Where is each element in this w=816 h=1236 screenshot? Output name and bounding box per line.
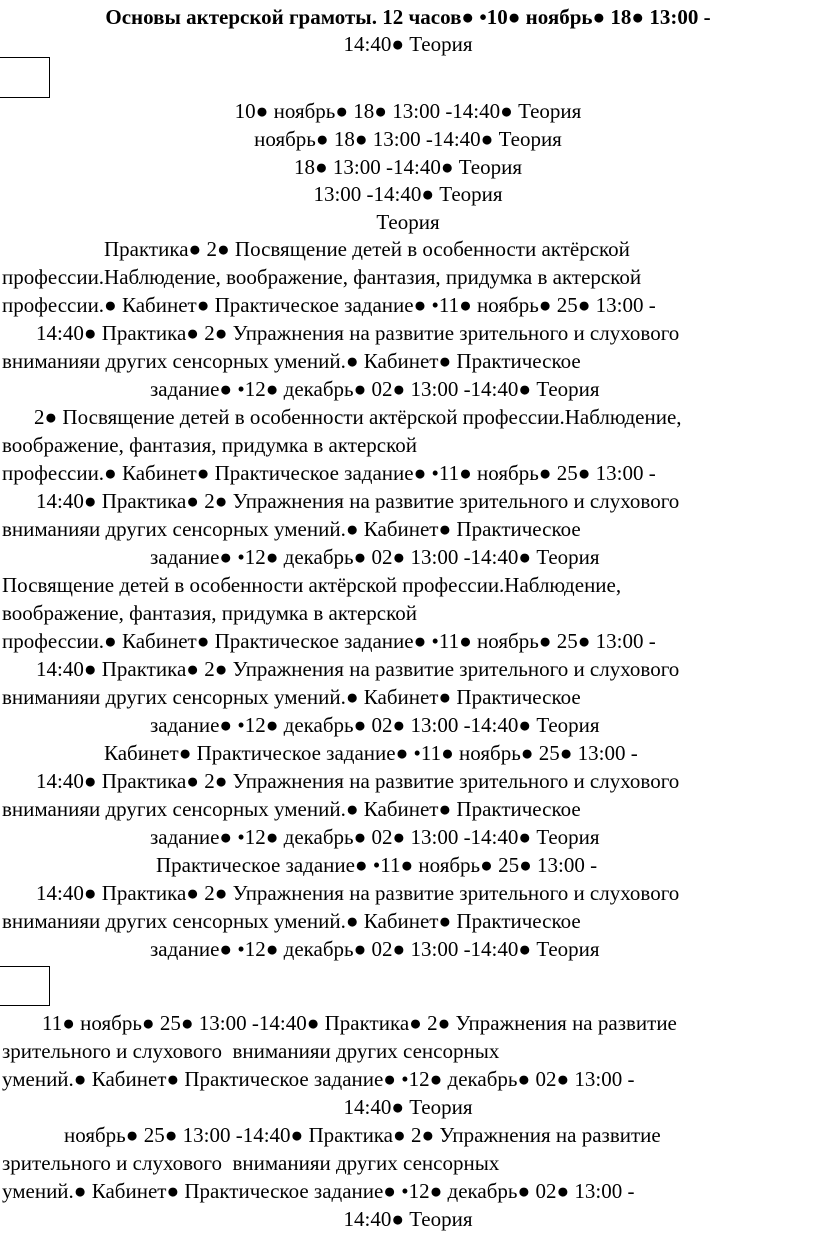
schedule-line: умений.● Кабинет● Практическое задание● •12● декабрь● 02● 13:00 - xyxy=(2,1067,635,1091)
schedule-line: 14:40● Практика● 2● Упражнения на развитие зрительного и слухового xyxy=(36,881,680,905)
schedule-line: 10● ноябрь● 18● 13:00 -14:40● Теория xyxy=(234,99,582,123)
schedule-line: Теория xyxy=(376,210,440,234)
schedule-line: ноябрь● 25● 13:00 -14:40● Практика● 2● Упражнения на развитие xyxy=(64,1123,661,1147)
schedule-line: задание● •12● декабрь● 02● 13:00 -14:40● Теория xyxy=(150,937,600,961)
schedule-line: 14:40● Практика● 2● Упражнения на развитие зрительного и слухового xyxy=(36,489,680,513)
schedule-line: воображение, фантазия, придумка в актерской xyxy=(2,601,417,625)
schedule-line: задание● •12● декабрь● 02● 13:00 -14:40● Теория xyxy=(150,713,600,737)
table-cell-box xyxy=(0,57,50,98)
schedule-line: 14:40● Практика● 2● Упражнения на развитие зрительного и слухового xyxy=(36,321,680,345)
schedule-line: 14:40● Практика● 2● Упражнения на развитие зрительного и слухового xyxy=(36,769,680,793)
schedule-line: 14:40● Практика● 2● Упражнения на развитие зрительного и слухового xyxy=(36,657,680,681)
schedule-line: вниманияи других сенсорных умений.● Кабинет● Практическое xyxy=(2,797,581,821)
schedule-line: 14:40● Теория xyxy=(343,1207,473,1231)
schedule-line: 11● ноябрь● 25● 13:00 -14:40● Практика● 2● Упражнения на развитие xyxy=(42,1011,677,1035)
schedule-line: Практика● 2● Посвящение детей в особенности актёрской xyxy=(104,237,630,261)
schedule-line: 14:40● Теория xyxy=(343,1095,473,1119)
schedule-line: профессии.● Кабинет● Практическое задание● •11● ноябрь● 25● 13:00 - xyxy=(2,461,656,485)
schedule-line: Практическое задание● •11● ноябрь● 25● 13:00 - xyxy=(156,853,598,877)
schedule-line: Кабинет● Практическое задание● •11● ноябрь● 25● 13:00 - xyxy=(104,741,638,765)
schedule-line: профессии.● Кабинет● Практическое задание● •11● ноябрь● 25● 13:00 - xyxy=(2,293,656,317)
schedule-line: вниманияи других сенсорных умений.● Кабинет● Практическое xyxy=(2,685,581,709)
schedule-line: Посвящение детей в особенности актёрской профессии.Наблюдение, xyxy=(2,573,622,597)
schedule-line: вниманияи других сенсорных умений.● Кабинет● Практическое xyxy=(2,909,581,933)
schedule-line: задание● •12● декабрь● 02● 13:00 -14:40● Теория xyxy=(150,545,600,569)
document-title-line-2: 14:40● Теория xyxy=(343,32,473,56)
schedule-line: задание● •12● декабрь● 02● 13:00 -14:40● Теория xyxy=(150,377,600,401)
schedule-line: умений.● Кабинет● Практическое задание● •12● декабрь● 02● 13:00 - xyxy=(2,1179,635,1203)
schedule-line: 2● Посвящение детей в особенности актёрской профессии.Наблюдение, xyxy=(34,405,682,429)
schedule-line: вниманияи других сенсорных умений.● Кабинет● Практическое xyxy=(2,517,581,541)
schedule-line: профессии.● Кабинет● Практическое задание● •11● ноябрь● 25● 13:00 - xyxy=(2,629,656,653)
schedule-line: 18● 13:00 -14:40● Теория xyxy=(293,155,523,179)
schedule-line: вниманияи других сенсорных умений.● Кабинет● Практическое xyxy=(2,349,581,373)
schedule-line: зрительного и слухового вниманияи других сенсорных xyxy=(2,1039,500,1063)
table-cell-box xyxy=(0,966,50,1006)
schedule-line: ноябрь● 18● 13:00 -14:40● Теория xyxy=(254,127,562,151)
schedule-line: воображение, фантазия, придумка в актерской xyxy=(2,433,417,457)
document-title-line-1: Основы актерской грамоты. 12 часов● •10● ноябрь● 18● 13:00 - xyxy=(105,5,711,29)
schedule-line: зрительного и слухового вниманияи других сенсорных xyxy=(2,1151,500,1175)
schedule-line: задание● •12● декабрь● 02● 13:00 -14:40● Теория xyxy=(150,825,600,849)
schedule-line: 13:00 -14:40● Теория xyxy=(313,182,503,206)
schedule-line: профессии.Наблюдение, воображение, фантазия, придумка в актерской xyxy=(2,265,642,289)
